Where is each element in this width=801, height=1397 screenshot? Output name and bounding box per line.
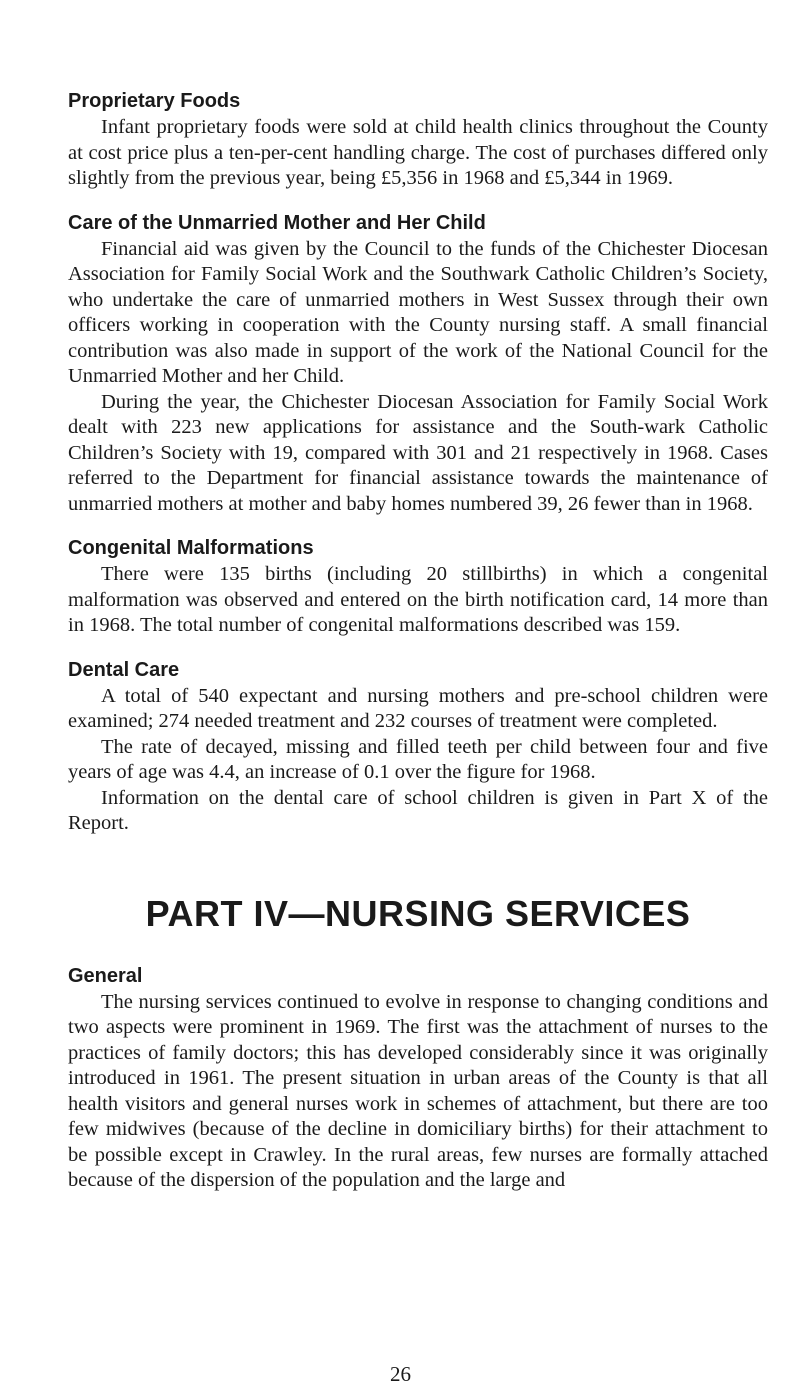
section-general: [68, 963, 768, 1194]
part-title: PART IV—NURSING SERVICES: [145, 892, 691, 934]
section-congenital-malformations: [68, 535, 768, 639]
paragraph: A total of 540 expectant and nursing mothers and pre-school children were examined; 274 needed treatment and 232 courses of treatment were completed.: [68, 684, 768, 732]
section-heading: General: [68, 964, 143, 987]
paragraph: Infant proprietary foods were sold at child health clinics throughout the County at cost price plus a ten-per-cent handling charge. The cost of purchases differed only slightly from the previous year, being £5,356 in 1968 and £5,344 in 1969.: [68, 116, 768, 189]
document-page: [68, 88, 768, 1212]
section-proprietary-foods: [68, 88, 768, 192]
paragraph: The rate of decayed, missing and filled teeth per child between four and five years of age was 4.4, an increase of 0.1 over the figure for 1968.: [68, 735, 768, 783]
section-heading: Congenital Malformations: [68, 537, 314, 559]
paragraph: Information on the dental care of school children is given in Part X of the Report.: [68, 786, 768, 834]
page-number: 26: [390, 1362, 411, 1386]
paragraph: There were 135 births (including 20 stillbirths) in which a congenital malformation was observed and entered on the birth notification card, 14 more than in 1968. The total number of congenital malformations described was 159.: [68, 563, 768, 636]
paragraph: During the year, the Chichester Diocesan Association for Family Social Work dealt with 223 new applications for assistance and the South-wark Catholic Children’s Society with 19, compared with 301 and 21 respectively in 1968. Cases referred to the Department for financial assistance towards the maintenance of unmarried mothers at mother and baby homes numbered 39, 26 fewer than in 1968.: [68, 390, 768, 515]
paragraph: Financial aid was given by the Council to the funds of the Chichester Diocesan Association for Family Social Work and the Southwark Catholic Children’s Society, who undertake the care of unmarried mothers in West Sussex through their own officers working in cooperation with the County nursing staff. A small financial contribution was also made in support of the work of the National Council for the Unmarried Mother and her Child.: [68, 237, 768, 387]
section-heading: Care of the Unmarried Mother and Her Child: [68, 211, 486, 234]
section-unmarried-mother: [68, 210, 768, 518]
paragraph: The nursing services continued to evolve in response to changing conditions and two aspects were prominent in 1969. The first was the attachment of nurses to the practices of family doctors; this has developed considerably since it was originally introduced in 1961. The present situation in urban areas of the County is that all health visitors and general nurses work in schemes of attachment, but there are too few midwives (because of the decline in domiciliary births) for their attachment to be possible except in Crawley. In the rural areas, few nurses are formally attached because of the dispersion of the population and the large and: [68, 990, 768, 1191]
section-dental-care: [68, 657, 768, 837]
section-heading: Dental Care: [68, 658, 180, 681]
section-heading: Proprietary Foods: [68, 90, 241, 112]
